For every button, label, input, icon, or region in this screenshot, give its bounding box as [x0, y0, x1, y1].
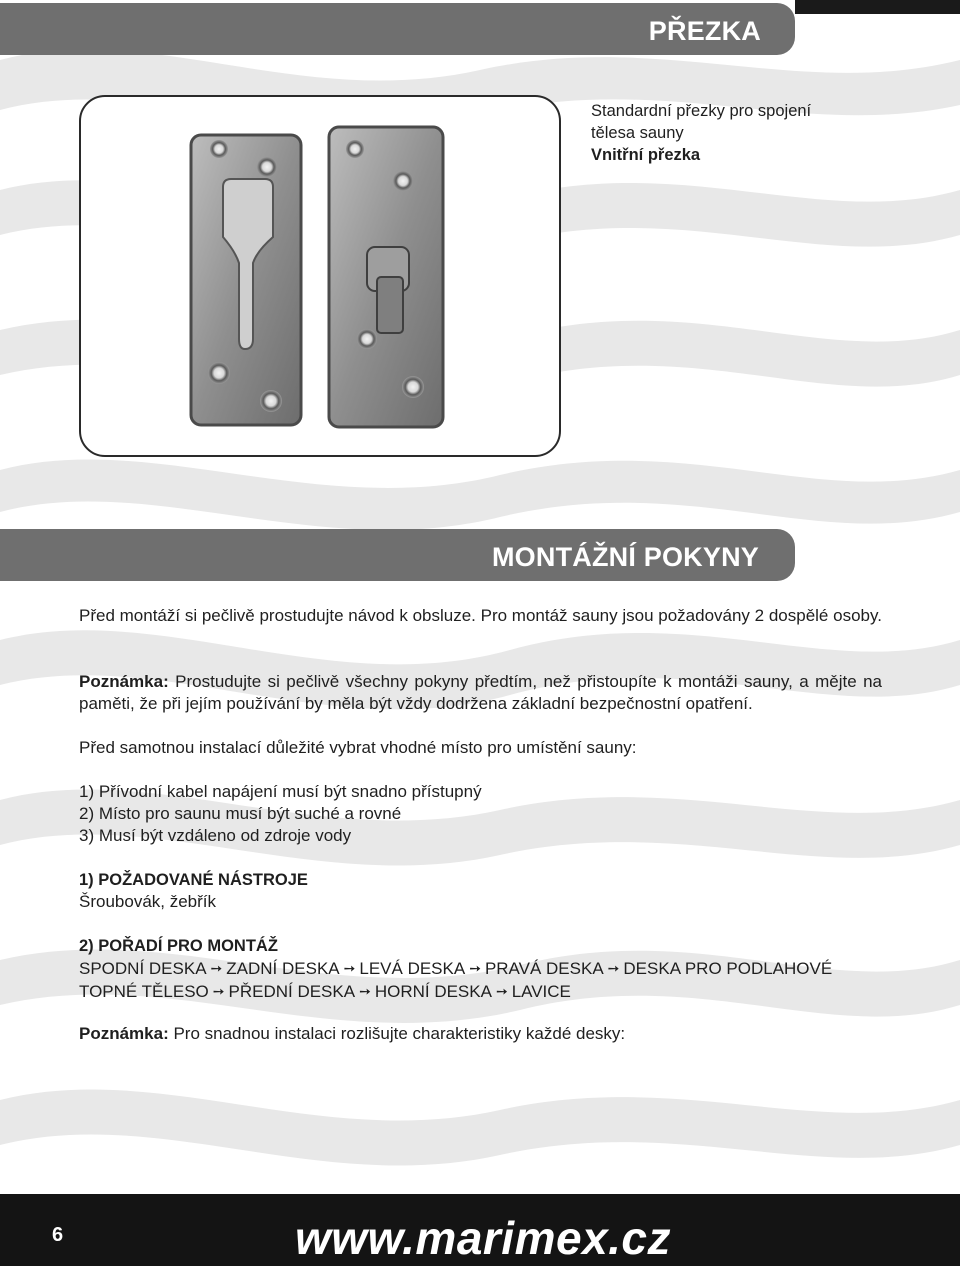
- order-step: TOPNÉ TĚLESO: [79, 982, 209, 1001]
- buckle-plates-image: [177, 117, 467, 433]
- note2-text: Pro snadnou instalaci rozlišujte charakteristiky každé desky:: [168, 1024, 626, 1043]
- order-step: SPODNÍ DESKA: [79, 959, 207, 978]
- order-line-2: [79, 980, 882, 1003]
- page-number: 6: [52, 1224, 64, 1246]
- order-section: [79, 935, 882, 1003]
- website-link[interactable]: www.marimex.cz: [295, 1212, 672, 1264]
- note-text: Prostudujte si pečlivě všechny pokyny předtím, než přistoupíte k montáži sauny, a mějte na paměti, že při jejím používání by měla být vždy dodržena základní bezpečnostní opatření.: [79, 672, 882, 713]
- right-arrow-icon: ➙: [210, 960, 223, 976]
- list-item: 3) Musí být vzdáleno od zdroje vody: [79, 826, 352, 845]
- right-arrow-icon: ➙: [469, 960, 481, 976]
- note2-label: Poznámka:: [79, 1024, 169, 1043]
- right-arrow-icon: ➙: [343, 960, 356, 976]
- note-label: Poznámka:: [79, 672, 169, 691]
- footer-bar: [0, 1194, 960, 1266]
- requirements-list: [79, 781, 882, 847]
- note2-paragraph: [79, 1023, 882, 1045]
- right-arrow-icon: ➙: [212, 983, 225, 999]
- list-item: 1) Přívodní kabel napájení musí být snadno přístupný: [79, 782, 482, 801]
- section-banner-montazni-pokyny: [0, 529, 795, 581]
- page-title: PŘEZKA: [648, 16, 761, 46]
- corner-mark: [795, 0, 960, 14]
- tools-section: [79, 869, 882, 913]
- list-item: 2) Místo pro saunu musí být suché a rovné: [79, 804, 402, 823]
- caption-line-2: tělesa sauny: [591, 124, 684, 142]
- location-intro: Před samotnou instalací důležité vybrat vhodné místo pro umístění sauny:: [79, 738, 637, 757]
- order-step: HORNÍ DESKA: [374, 982, 492, 1001]
- caption-product-name: Vnitřní přezka: [591, 146, 701, 164]
- product-caption: [591, 100, 891, 166]
- order-step: PŘEDNÍ DESKA: [228, 982, 356, 1001]
- order-line-1: [79, 957, 882, 980]
- tools-text: Šroubovák, žebřík: [79, 892, 217, 911]
- section-title: MONTÁŽNÍ POKYNY: [491, 542, 759, 572]
- order-step: ZADNÍ DESKA: [226, 959, 340, 978]
- order-step: LAVICE: [511, 982, 571, 1001]
- right-arrow-icon: ➙: [607, 960, 620, 976]
- tools-heading: 1) POŽADOVANÉ NÁSTROJE: [79, 871, 308, 889]
- note-paragraph: [79, 671, 882, 715]
- section-banner-prezka: [0, 3, 795, 55]
- intro-paragraph: Před montáží si pečlivě prostudujte návod k obsluze. Pro montáž sauny jsou požadovány 2 dospělé osoby.: [79, 606, 882, 625]
- order-heading: 2) POŘADÍ PRO MONTÁŽ: [79, 937, 278, 955]
- order-step: LEVÁ DESKA: [359, 959, 466, 978]
- order-step: PRAVÁ DESKA: [484, 959, 604, 978]
- order-step: DESKA PRO PODLAHOVÉ: [623, 959, 833, 978]
- product-photo-frame: [79, 95, 561, 457]
- right-arrow-icon: ➙: [359, 983, 371, 999]
- caption-line-1: Standardní přezky pro spojení: [591, 102, 812, 120]
- right-arrow-icon: ➙: [495, 983, 508, 999]
